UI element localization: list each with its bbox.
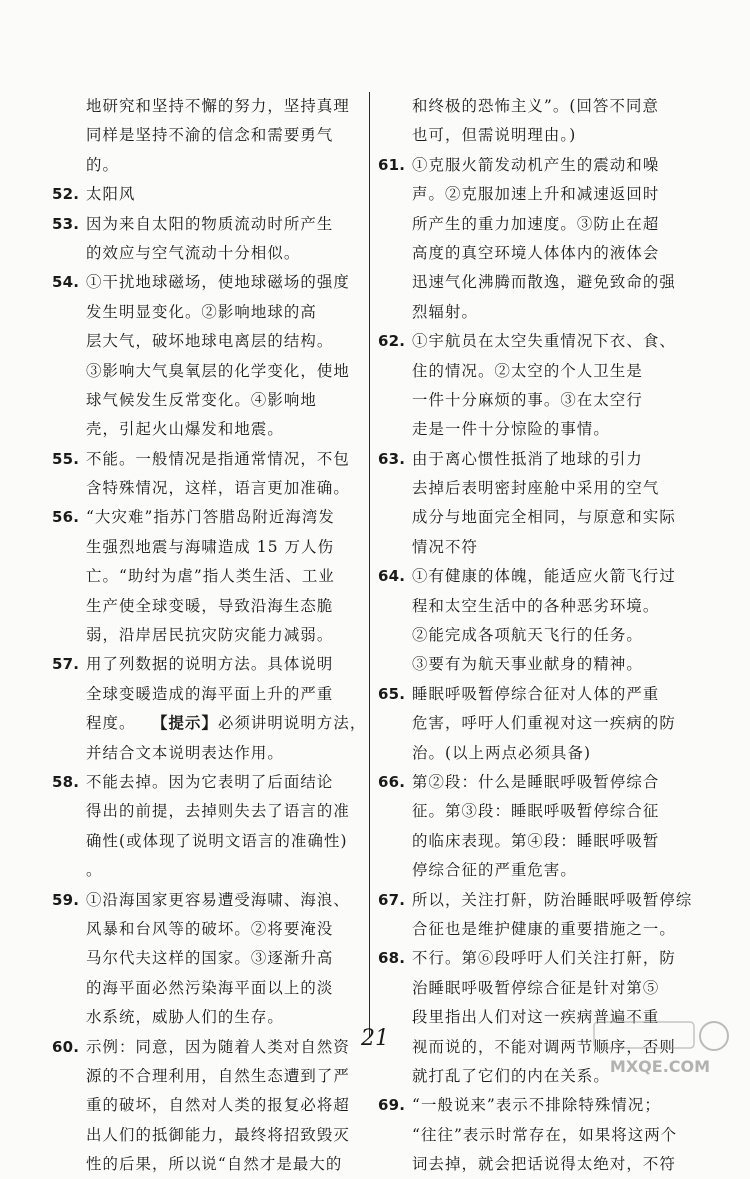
answer-line: 所以，关注打鼾，防治睡眠呼吸暂停综 — [412, 890, 693, 909]
answer-line: 同样是坚持不渝的信念和需要勇气 — [86, 126, 334, 145]
answer-text — [86, 268, 364, 444]
answer-line: ①宇航员在太空失重情况下衣、食、 — [412, 332, 676, 351]
answer-item — [378, 680, 698, 768]
answer-line: 性的后果，所以说“自然才是最大的 — [86, 1155, 343, 1174]
answer-number: 66. — [378, 772, 406, 791]
answer-text — [412, 1091, 698, 1179]
answer-number: 65. — [378, 684, 406, 703]
answer-line: 并结合文本说明表达作用。 — [86, 743, 284, 762]
answer-line: 程和太空生活中的各种恶劣环境。 — [412, 596, 660, 615]
answer-number: 69. — [378, 1096, 406, 1115]
tip-text: 必须讲明说明方法， — [217, 714, 367, 733]
answer-line: 治。(以上两点必须具备) — [412, 743, 592, 762]
answer-line: 风暴和台风等的破坏。②将要淹没 — [86, 919, 334, 938]
answer-line: ②能完成各项航天飞行的任务。 — [412, 626, 643, 645]
answer-line: 视而说的，不能对调两节顺序，否则 — [412, 1037, 676, 1056]
answer-line: 走是一件十分惊险的事情。 — [412, 420, 610, 439]
answer-line — [86, 709, 366, 738]
answer-line: 确性(或体现了说明文语言的准确性) — [86, 831, 348, 850]
answer-line: 示例：同意，因为随着人类对自然资 — [86, 1037, 350, 1056]
answer-line: 睡眠呼吸暂停综合征对人体的严重 — [412, 684, 660, 703]
left-column — [52, 92, 367, 1179]
answer-text — [86, 210, 364, 269]
answer-line: 太阳风 — [86, 185, 136, 204]
answer-line: 就打乱了它们的内在关系。 — [412, 1066, 610, 1085]
answer-line: 不能去掉。因为它表明了后面结论 — [86, 773, 334, 791]
answer-item — [378, 1091, 698, 1179]
answer-item — [378, 151, 698, 327]
answer-line: 成分与地面完全相同，与原意和实际 — [412, 508, 676, 527]
answer-line: 用了列数据的说明方法。具体说明 — [86, 655, 334, 674]
answer-line: 壳，引起火山爆发和地震。 — [86, 420, 284, 439]
column-divider — [369, 92, 370, 1037]
answer-item — [378, 327, 698, 445]
watermark-logo — [586, 1016, 736, 1078]
answer-line: 段里指出人们对这一疾病普遍不重 — [412, 1008, 660, 1027]
answer-line: 的效应与空气流动十分相似。 — [86, 243, 301, 262]
answer-line: 得出的前提，去掉则失去了语言的准 — [86, 802, 350, 821]
answer-line: “大灾难”指苏门答腊岛附近海湾发 — [86, 508, 335, 527]
tip-label: 【提示】 — [151, 714, 218, 733]
answer-item — [378, 562, 698, 680]
answer-line: 的海平面必然污染海平面以上的淡 — [86, 978, 334, 997]
answer-text — [86, 445, 364, 504]
answer-text — [412, 327, 698, 445]
answer-line-text: 程度。 — [86, 714, 136, 733]
answer-line: 水系统，威胁人们的生存。 — [86, 1008, 284, 1027]
answer-number: 67. — [378, 890, 406, 909]
answer-line: ①沿海国家更容易遭受海啸、海浪、 — [86, 890, 350, 909]
answer-text — [86, 886, 364, 1033]
answer-number: 59. — [52, 890, 80, 909]
answer-line: 词去掉，就会把话说得太绝对，不符 — [412, 1155, 676, 1174]
answer-text — [86, 1033, 364, 1179]
answer-text — [86, 503, 364, 650]
answer-line: ③要有为航天事业献身的精神。 — [412, 655, 643, 674]
answer-number: 63. — [378, 449, 406, 468]
answer-line: 停综合征的严重危害。 — [412, 861, 577, 880]
answer-line: 地研究和坚持不懈的努力，坚持真理 — [86, 97, 350, 115]
answer-item — [378, 92, 698, 151]
answer-item — [52, 1033, 364, 1179]
answer-item — [378, 768, 698, 886]
answer-text — [412, 768, 698, 886]
answer-line: 由于离心惯性抵消了地球的引力 — [412, 449, 643, 468]
answer-item — [52, 503, 364, 650]
answer-line: 去掉后表明密封座舱中采用的空气 — [412, 479, 660, 498]
answer-line: 不行。第⑥段呼吁人们关注打鼾，防 — [412, 949, 676, 968]
answer-line: “往往”表示时常存在，如果将这两个 — [412, 1125, 678, 1144]
answer-line: 亡。“助纣为虐”指人类生活、工业 — [86, 567, 335, 586]
answer-line: 。 — [86, 861, 103, 880]
answer-line: 全球变暖造成的海平面上升的严重 — [86, 684, 334, 703]
answer-line: ①克服火箭发动机产生的震动和噪 — [412, 155, 660, 174]
answer-number: 68. — [378, 949, 406, 968]
answer-line: 一件十分麻烦的事。③在太空行 — [412, 390, 643, 409]
answer-line: 源的不合理利用，自然生态遭到了严 — [86, 1066, 350, 1085]
answer-line: 含特殊情况，这样，语言更加准确。 — [86, 479, 350, 498]
answer-item — [52, 886, 364, 1033]
answer-text — [412, 886, 698, 945]
answer-line: 马尔代夫这样的国家。③逐渐升高 — [86, 949, 334, 968]
answer-line: 第②段：什么是睡眠呼吸暂停综合 — [412, 772, 660, 791]
answer-line: 不能。一般情况是指通常情况，不包 — [86, 449, 350, 468]
answer-number: 54. — [52, 273, 80, 292]
answer-line: 也可，但需说明理由。) — [412, 126, 577, 145]
answer-line: 因为来自太阳的物质流动时所产生 — [86, 214, 334, 233]
answer-number: 57. — [52, 655, 80, 674]
answer-item — [52, 650, 367, 768]
page-number: 21 — [361, 1026, 389, 1051]
answer-line: “一般说来”表示不排除特殊情况； — [412, 1096, 661, 1115]
answer-line: 球气候发生反常变化。④影响地 — [86, 390, 317, 409]
answer-line: ①有健康的体魄，能适应火箭飞行过 — [412, 567, 676, 586]
answer-line: 危害，呼吁人们重视对这一疾病的防 — [412, 714, 676, 733]
answer-item — [52, 768, 364, 886]
answer-text — [86, 92, 364, 180]
answer-text — [412, 680, 698, 768]
answer-text — [86, 650, 366, 768]
answer-line: ③影响大气臭氧层的化学变化，使地 — [86, 361, 350, 380]
answer-line: 治睡眠呼吸暂停综合征是针对第⑤ — [412, 978, 660, 997]
answer-line: 声。②克服加速上升和减速返回时 — [412, 185, 660, 204]
answer-number: 52. — [52, 185, 80, 204]
answer-number: 62. — [378, 332, 406, 351]
answer-line: 住的情况。②太空的个人卫生是 — [412, 361, 643, 380]
answer-line: 出人们的抵御能力，最终将招致毁灭 — [86, 1125, 350, 1144]
answer-item — [378, 445, 698, 563]
watermark-text: MXQE.COM — [609, 1057, 711, 1076]
answer-text — [86, 768, 364, 886]
answer-line: 所产生的重力加速度。③防止在超 — [412, 214, 660, 233]
answer-line: 层大气，破坏地球电离层的结构。 — [86, 332, 334, 351]
answer-number: 56. — [52, 508, 80, 527]
answer-item — [378, 886, 698, 945]
answer-line: 生强烈地震与海啸造成 15 万人伤 — [86, 537, 335, 556]
answer-line: 的。 — [86, 155, 119, 174]
answer-text — [412, 562, 698, 680]
answer-line: 烈辐射。 — [412, 302, 478, 321]
answer-line: 高度的真空环境人体体内的液体会 — [412, 243, 660, 262]
answer-line: 生产使全球变暖，导致沿海生态脆 — [86, 596, 334, 615]
answer-line: 征。第③段：睡眠呼吸暂停综合征 — [412, 802, 660, 821]
answer-line: 的临床表现。第④段：睡眠呼吸暂 — [412, 831, 660, 850]
answer-number: 55. — [52, 449, 80, 468]
answer-line: 和终极的恐怖主义”。(回答不同意 — [412, 97, 659, 115]
answer-line: 重的破坏，自然对人类的报复必将超 — [86, 1096, 350, 1115]
answer-text — [412, 151, 698, 327]
answer-number: 61. — [378, 155, 406, 174]
answer-number: 64. — [378, 567, 406, 586]
answer-item — [52, 180, 364, 209]
answer-item — [52, 268, 364, 444]
answer-line: 情况不符 — [412, 537, 478, 556]
answer-text — [86, 180, 364, 209]
answer-number: 60. — [52, 1037, 80, 1056]
answer-text — [412, 92, 698, 151]
answer-number: 58. — [52, 773, 80, 791]
answer-line: 发生明显变化。②影响地球的高 — [86, 302, 317, 321]
answer-number: 53. — [52, 214, 80, 233]
answer-line: 迅速气化沸腾而散逸，避免致命的强 — [412, 273, 676, 292]
answer-line: ①干扰地球磁场，使地球磁场的强度 — [86, 273, 350, 292]
answer-line: 弱，沿岸居民抗灾防灾能力减弱。 — [86, 626, 334, 645]
answer-text — [412, 445, 698, 563]
answer-item — [52, 210, 364, 269]
answer-item — [52, 445, 364, 504]
answer-line: 合征也是维护健康的重要措施之一。 — [412, 919, 676, 938]
answer-item — [52, 92, 364, 180]
